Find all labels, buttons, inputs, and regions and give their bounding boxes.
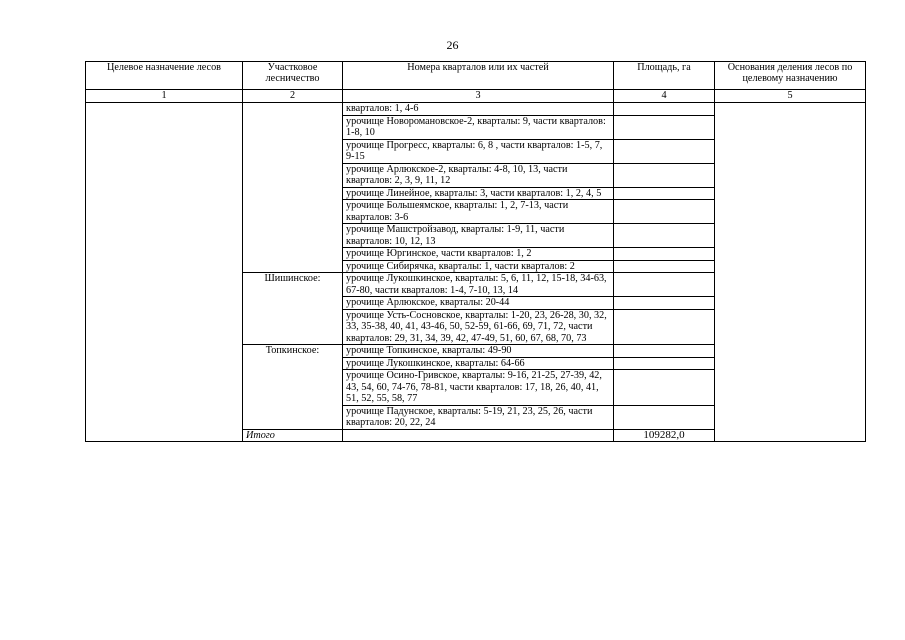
area-cell bbox=[614, 357, 715, 370]
quarters-cell: урочище Лукошкинское, кварталы: 5, 6, 11, 12, 15-18, 34-63, 67-80, части кварталов: 1-4, 7-10, 13, 14 bbox=[343, 273, 614, 297]
column-number: 2 bbox=[243, 90, 343, 103]
header-quarters: Номера кварталов или их частей bbox=[343, 62, 614, 90]
header-row bbox=[86, 62, 866, 90]
area-cell bbox=[614, 200, 715, 224]
page-number: 26 bbox=[446, 38, 459, 52]
column-number: 3 bbox=[343, 90, 614, 103]
quarters-cell: урочище Арлюкское, кварталы: 20-44 bbox=[343, 297, 614, 310]
column-number: 1 bbox=[86, 90, 243, 103]
total-label: Итого bbox=[243, 429, 343, 442]
forestry-cell bbox=[243, 103, 343, 273]
purpose-cell bbox=[86, 103, 243, 442]
area-cell bbox=[614, 297, 715, 310]
quarters-cell: урочище Топкинское, кварталы: 49-90 bbox=[343, 345, 614, 358]
quarters-cell: кварталов: 1, 4-6 bbox=[343, 103, 614, 116]
area-cell bbox=[614, 309, 715, 345]
quarters-cell bbox=[343, 429, 614, 442]
table-row bbox=[86, 103, 866, 116]
quarters-cell: урочище Линейное, кварталы: 3, части кварталов: 1, 2, 4, 5 bbox=[343, 187, 614, 200]
area-cell bbox=[614, 370, 715, 406]
area-cell bbox=[614, 103, 715, 116]
area-cell bbox=[614, 345, 715, 358]
area-cell bbox=[614, 405, 715, 429]
quarters-cell: урочище Юргинское, части кварталов: 1, 2 bbox=[343, 248, 614, 261]
quarters-cell: урочище Арлюкское-2, кварталы: 4-8, 10, 13, части кварталов: 2, 3, 9, 11, 12 bbox=[343, 163, 614, 187]
quarters-cell: урочище Падунское, кварталы: 5-19, 21, 23, 25, 26, части кварталов: 20, 22, 24 bbox=[343, 405, 614, 429]
header-forestry: Участковое лесничество bbox=[243, 62, 343, 90]
quarters-cell: урочище Прогресс, кварталы: 6, 8 , части кварталов: 1-5, 7, 9-15 bbox=[343, 139, 614, 163]
area-cell bbox=[614, 115, 715, 139]
area-cell bbox=[614, 163, 715, 187]
area-cell bbox=[614, 273, 715, 297]
forest-division-table bbox=[85, 61, 866, 442]
quarters-cell: урочище Большеямское, кварталы: 1, 2, 7-13, части кварталов: 3-6 bbox=[343, 200, 614, 224]
column-number: 4 bbox=[614, 90, 715, 103]
total-area: 109282,0 bbox=[614, 429, 715, 442]
quarters-cell: урочище Машстройзавод, кварталы: 1-9, 11, части кварталов: 10, 12, 13 bbox=[343, 224, 614, 248]
forestry-shishinskoe: Шишинское: bbox=[243, 273, 343, 345]
area-cell bbox=[614, 260, 715, 273]
header-area: Площадь, га bbox=[614, 62, 715, 90]
column-number: 5 bbox=[715, 90, 866, 103]
column-number-row bbox=[86, 90, 866, 103]
header-basis: Основания деления лесов по целевому назначению bbox=[715, 62, 866, 90]
quarters-cell: урочище Осино-Гривское, кварталы: 9-16, 21-25, 27-39, 42, 43, 54, 60, 74-76, 78-81, части кварталов: 17, 18, 26, 40, 41, 51, 52, 55, 58, 77 bbox=[343, 370, 614, 406]
basis-cell bbox=[715, 103, 866, 442]
header-purpose: Целевое назначение лесов bbox=[86, 62, 243, 90]
forestry-topkinskoe: Топкинское: bbox=[243, 345, 343, 430]
quarters-cell: урочище Новоромановское-2, кварталы: 9, части кварталов: 1-8, 10 bbox=[343, 115, 614, 139]
quarters-cell: урочище Сибирячка, кварталы: 1, части кварталов: 2 bbox=[343, 260, 614, 273]
area-cell bbox=[614, 224, 715, 248]
area-cell bbox=[614, 187, 715, 200]
quarters-cell: урочище Лукошкинское, кварталы: 64-66 bbox=[343, 357, 614, 370]
quarters-cell: урочище Усть-Сосновское, кварталы: 1-20, 23, 26-28, 30, 32, 33, 35-38, 40, 41, 43-46, 50, 52-59, 61-66, 69, 71, 72, части кварталов: 29, 31, 34, 39, 42, 47-49, 51, 60, 67, 68, 70, 73 bbox=[343, 309, 614, 345]
area-cell bbox=[614, 139, 715, 163]
area-cell bbox=[614, 248, 715, 261]
